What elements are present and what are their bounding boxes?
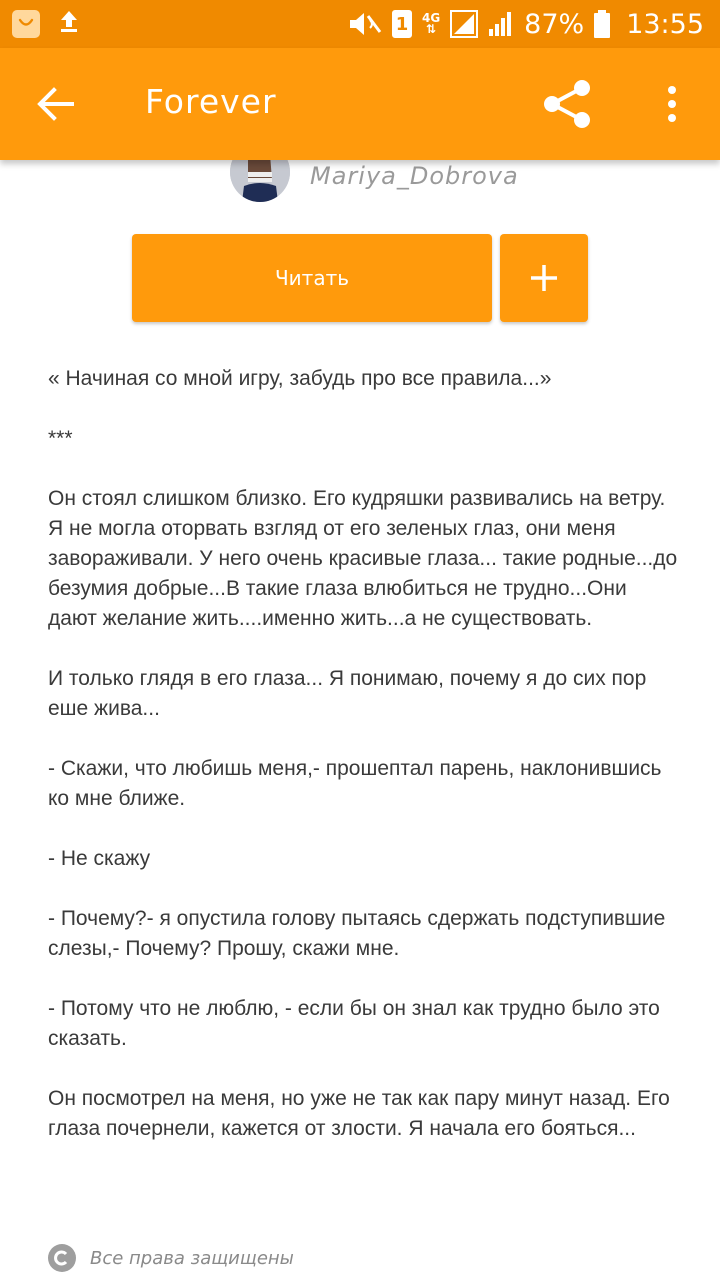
story-paragraph: И только глядя в его глаза... Я понимаю, почему я до сих пор еше жива... bbox=[48, 667, 647, 720]
story-text bbox=[48, 364, 678, 1174]
author-name[interactable]: Mariya_Dobrova bbox=[310, 162, 519, 190]
story-paragraph: - Потому что не люблю, - если бы он знал как трудно было это сказать. bbox=[48, 997, 660, 1050]
read-button[interactable]: Читать bbox=[132, 234, 492, 322]
add-to-library-button[interactable] bbox=[500, 234, 588, 322]
page-title: Forever bbox=[145, 82, 277, 121]
story-paragraph: *** bbox=[48, 427, 73, 450]
share-icon[interactable] bbox=[542, 78, 594, 130]
app-bar bbox=[0, 48, 720, 160]
upload-icon bbox=[58, 9, 80, 38]
notification-app-icon bbox=[12, 10, 40, 38]
signal-bars-icon bbox=[488, 11, 514, 37]
back-arrow-icon[interactable] bbox=[36, 84, 76, 124]
copyright-text: Все права защищены bbox=[90, 1247, 294, 1269]
story-paragraph: « Начиная со мной игру, забудь про все правила...» bbox=[48, 367, 552, 390]
status-bar bbox=[0, 0, 720, 48]
copyright-icon bbox=[48, 1244, 76, 1272]
clock: 13:55 bbox=[626, 8, 704, 40]
story-paragraph: Он стоял слишком близко. Его кудряшки развивались на ветру. Я не могла оторвать взгляд от его зеленых глаз, они меня завораживали. У него очень красивые глаза... такие родные...до безумия добрые...В такие глаза влюбиться не трудно...Они дают желание жить....именно жить...а не существовать. bbox=[48, 487, 678, 630]
more-vert-icon[interactable] bbox=[660, 84, 684, 124]
story-paragraph: - Не скажу bbox=[48, 847, 151, 870]
sim-icon: 1 bbox=[392, 10, 412, 38]
copyright-notice bbox=[48, 1244, 294, 1272]
story-paragraph: - Скажи, что любишь меня,- прошептал парень, наклонившись ко мне ближе. bbox=[48, 757, 662, 810]
plus-icon bbox=[530, 264, 558, 292]
mute-icon bbox=[346, 10, 382, 38]
story-paragraph: - Почему?- я опустила голову пытаясь сдержать подступившие слезы,- Почему? Прошу, скажи мне. bbox=[48, 907, 666, 960]
story-paragraph: Он посмотрел на меня, но уже не так как пару минут назад. Его глаза почернели, кажется от злости. Я начала его бояться... bbox=[48, 1087, 670, 1140]
battery-icon bbox=[594, 10, 610, 38]
network-4g-icon: 4G ⇅ bbox=[421, 11, 441, 36]
signal-icon bbox=[450, 10, 478, 38]
battery-percent: 87% bbox=[524, 8, 585, 40]
